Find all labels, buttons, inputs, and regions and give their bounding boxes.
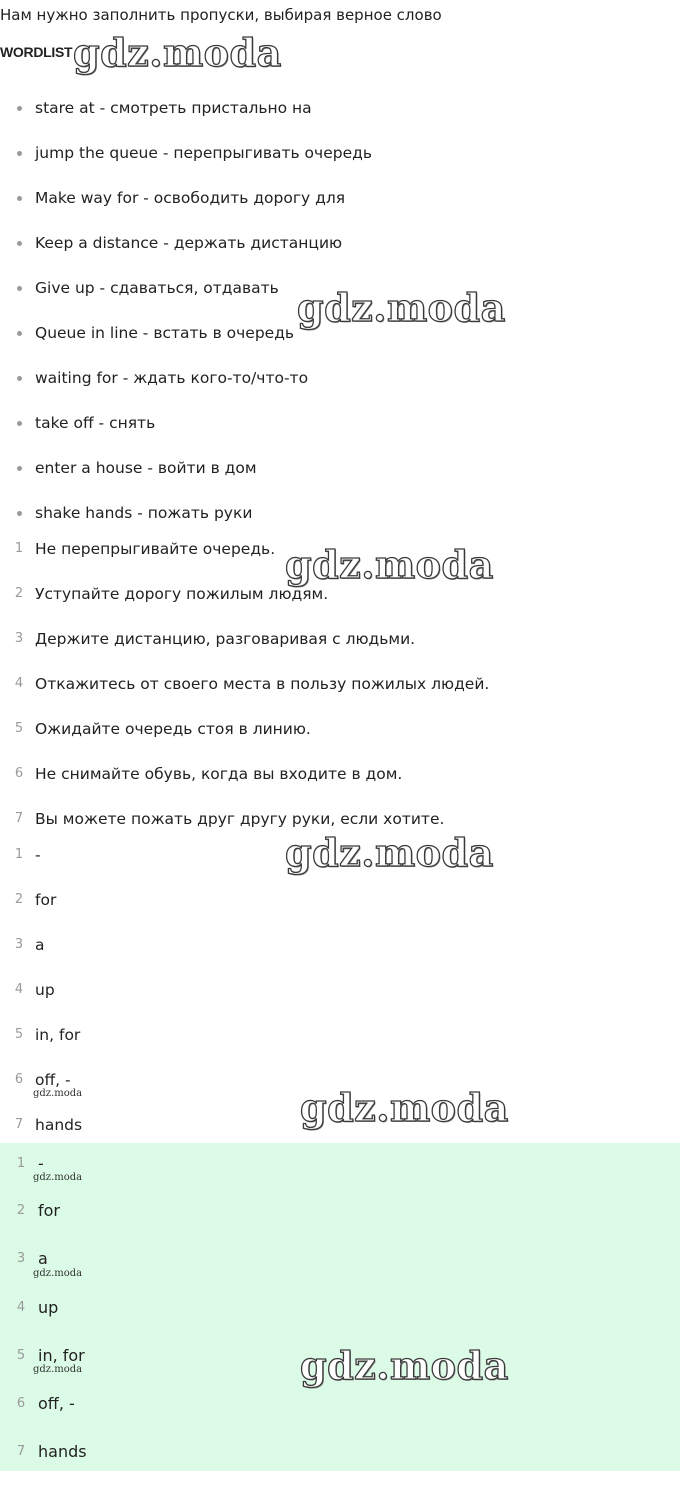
item-number: 6 bbox=[14, 766, 24, 781]
list-item-text: Give up - сдаваться, отдавать bbox=[35, 279, 279, 297]
watermark: gdz.moda bbox=[300, 1085, 509, 1130]
item-number: 5 bbox=[14, 721, 24, 736]
final-answers-box bbox=[0, 1143, 680, 1471]
watermark-small: gdz.moda bbox=[33, 1268, 83, 1279]
answer-text: in, for bbox=[38, 1346, 85, 1365]
watermark-small: gdz.moda bbox=[33, 1172, 83, 1183]
item-number: 1 bbox=[14, 847, 24, 862]
answer-text: up bbox=[38, 1298, 59, 1317]
list-item-text: stare at - смотреть пристально на bbox=[35, 99, 312, 117]
watermark: gdz.moda bbox=[73, 30, 282, 75]
list-item-text: waiting for - ждать кого-то/что-то bbox=[35, 369, 309, 387]
watermark-small: gdz.moda bbox=[33, 1088, 83, 1099]
answer-text: off, - bbox=[38, 1394, 75, 1413]
item-number: 4 bbox=[14, 982, 24, 997]
answer-text: a bbox=[38, 1249, 48, 1268]
wordlist-title: WORDLIST bbox=[0, 44, 73, 60]
watermark: gdz.moda bbox=[285, 830, 494, 875]
item-number: 4 bbox=[16, 1300, 26, 1315]
answer-text: up bbox=[35, 981, 55, 999]
item-number: 5 bbox=[16, 1348, 26, 1363]
intro-text: Нам нужно заполнить пропуски, выбирая верное слово bbox=[0, 6, 442, 24]
list-item-text: Make way for - освободить дорогу для bbox=[35, 189, 346, 207]
item-number: 2 bbox=[14, 586, 24, 601]
sentence-text: Держите дистанцию, разговаривая с людьми. bbox=[35, 630, 416, 648]
bullet-icon bbox=[17, 421, 22, 426]
list-item-text: take off - снять bbox=[35, 414, 156, 432]
sentence-text: Откажитесь от своего места в пользу пожилых людей. bbox=[35, 675, 490, 693]
bullet-icon bbox=[17, 466, 22, 471]
item-number: 3 bbox=[16, 1251, 26, 1266]
item-number: 6 bbox=[14, 1072, 24, 1087]
list-item-text: enter a house - войти в дом bbox=[35, 459, 257, 477]
item-number: 7 bbox=[16, 1444, 26, 1459]
sentence-text: Не снимайте обувь, когда вы входите в дом. bbox=[35, 765, 403, 783]
bullet-icon bbox=[17, 331, 22, 336]
watermark-small: gdz.moda bbox=[33, 1364, 83, 1375]
bullet-icon bbox=[17, 241, 22, 246]
list-item-text: shake hands - пожать руки bbox=[35, 504, 253, 522]
bullet-icon bbox=[17, 511, 22, 516]
bullet-icon bbox=[17, 286, 22, 291]
bullet-icon bbox=[17, 151, 22, 156]
item-number: 3 bbox=[14, 631, 24, 646]
item-number: 6 bbox=[16, 1396, 26, 1411]
item-number: 2 bbox=[16, 1203, 26, 1218]
item-number: 3 bbox=[14, 937, 24, 952]
answer-text: off, - bbox=[35, 1071, 71, 1089]
list-item-text: jump the queue - перепрыгивать очередь bbox=[35, 144, 372, 162]
list-item-text: Keep a distance - держать дистанцию bbox=[35, 234, 343, 252]
list-item-text: Queue in line - встать в очередь bbox=[35, 324, 295, 342]
answer-text: a bbox=[35, 936, 45, 954]
bullet-icon bbox=[17, 106, 22, 111]
answer-text: - bbox=[35, 846, 41, 864]
bullet-icon bbox=[17, 376, 22, 381]
item-number: 4 bbox=[14, 676, 24, 691]
item-number: 7 bbox=[14, 811, 24, 826]
answer-text: for bbox=[35, 891, 57, 909]
answer-text: hands bbox=[35, 1116, 83, 1134]
watermark: gdz.moda bbox=[300, 1343, 509, 1388]
answer-text: - bbox=[38, 1154, 44, 1173]
sentence-text: Не перепрыгивайте очередь. bbox=[35, 540, 276, 558]
sentence-text: Ожидайте очередь стоя в линию. bbox=[35, 720, 311, 738]
item-number: 1 bbox=[14, 541, 24, 556]
answer-text: in, for bbox=[35, 1026, 81, 1044]
item-number: 7 bbox=[14, 1117, 24, 1132]
sentence-text: Уступайте дорогу пожилым людям. bbox=[35, 585, 329, 603]
bullet-icon bbox=[17, 196, 22, 201]
watermark: gdz.moda bbox=[285, 542, 494, 587]
watermark: gdz.moda bbox=[297, 285, 506, 330]
item-number: 5 bbox=[14, 1027, 24, 1042]
answer-text: hands bbox=[38, 1442, 87, 1461]
answer-text: for bbox=[38, 1201, 60, 1220]
item-number: 2 bbox=[14, 892, 24, 907]
sentence-text: Вы можете пожать друг другу руки, если хотите. bbox=[35, 810, 445, 828]
item-number: 1 bbox=[16, 1156, 26, 1171]
